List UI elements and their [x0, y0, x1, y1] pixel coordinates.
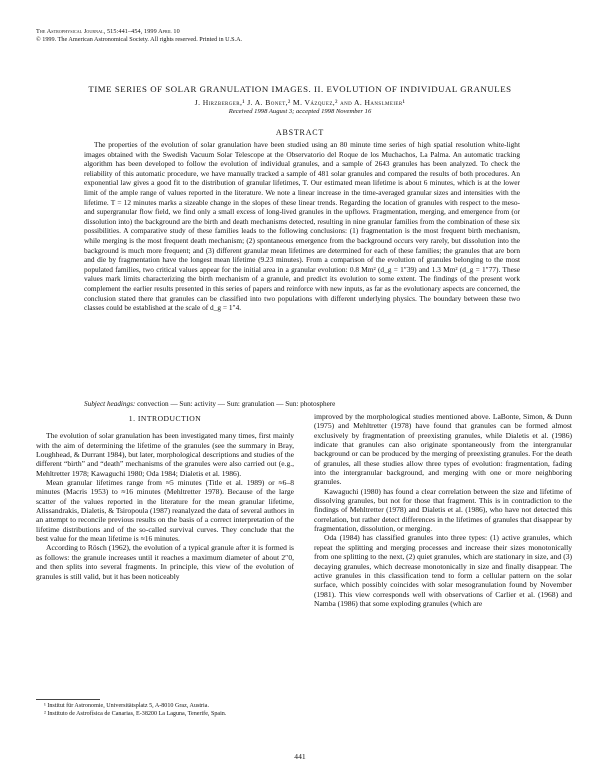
subject-headings-text: convection — Sun: activity — Sun: granulation — Sun: photosphere	[137, 400, 336, 408]
paragraph: Mean granular lifetimes range from ≈5 minutes (Title et al. 1989) or ≈6–8 minutes (Macris 1953) to ≈16 minutes (Mehltretter 1978). Because of the large scatter of the values reported in the literature for the mean granular lifetime, Alissandrakis, Dialetis, & Tsiropoula (1987) reanalyzed the data of several authors in an attempt to reconcile previous results on the basis of a correct interpretation of the lifetime distributions and of the so-called survival curves. They conclude that the best value for the mean lifetime is ≈16 minutes.	[36, 478, 294, 544]
footnote-1: ¹ Institut für Astronomie, Universitätsplatz 5, A-8010 Graz, Austria.	[44, 703, 209, 709]
journal-masthead	[36, 28, 242, 44]
subject-headings-label: Subject headings:	[84, 400, 136, 408]
footnote-divider	[36, 699, 100, 700]
journal-citation: The Astrophysical Journal, 515:441–454, 1999 April 10	[36, 28, 180, 35]
paragraph: improved by the morphological studies mentioned above. LaBonte, Simon, & Dunn (1975) and Mehltretter (1978) have found that granules can be formed almost exclusively by fragmentation of preexisting granules, while Dialetis et al. (1986) indicate that granules can also originate spontaneously from the intergranular background or can be produced by the merging of preexisting granules. For the death of granules, all these studies allow three types of evolution: fragmentation, fading into the intergranular background, and merging with one or more neighboring granules.	[314, 412, 572, 487]
paragraph: Oda (1984) has classified granules into three types: (1) active granules, which repeat the splitting and merging processes and increase their sizes monotonically from one splitting to the next, (2) quiet granules, which are stationary in size, and (3) decaying granules, which decrease monotonically in size and finally disappear. The active granules in this classification tend to form a cellular pattern on the solar surface, which possibly coincides with solar mesogranulation found by November (1981). This view corresponds well with observations of Carlier et al. (1968) and Namba (1986) that some exploding granules (which are	[314, 533, 572, 608]
section-heading-introduction: 1. INTRODUCTION	[128, 414, 202, 423]
page-number: 441	[294, 752, 306, 761]
left-column	[36, 414, 294, 581]
footnotes	[36, 703, 294, 719]
author-list: J. Hirzberger,¹ J. A. Bonet,² M. Vázquez,² and A. Hanslmeier¹	[194, 98, 406, 107]
paragraph: The evolution of solar granulation has been investigated many times, first mainly with the aim of determining the lifetime of the granules (see the summary in Bray, Loughhead, & Durrant 1984), but later, morphological descriptions and studies of the different “birth” and “death” mechanisms of the granules were also carried out (e.g., Mehltretter 1978; Kawaguchi 1980; Oda 1984; Dialetis et al. 1986).	[36, 431, 294, 478]
footnote-2: ² Instituto de Astrofísica de Canarias, E-38200 La Laguna, Tenerife, Spain.	[44, 710, 227, 717]
copyright-line: © 1999. The American Astronomical Society. All rights reserved. Printed in U.S.A.	[36, 36, 243, 43]
abstract-body: The properties of the evolution of solar granulation have been studied using an 80 minute time series of high spatial resolution white-light images obtained with the Swedish Vacuum Solar Telescope at the Observatorio del Roque de los Muchachos, La Palma. An automatic tracking algorithm has been developed to follow the evolution of individual granules, and a sample of 2643 granules has been analyzed. To check the reliability of this automatic procedure, we have manually tracked a sample of 481 solar granules and compared the results of both procedures. An exponential law gives a good fit to the distribution of granular lifetimes, T. Our estimated mean lifetime is about 6 minutes, which is at the lower limit of the ample range of values reported in the literature. We note a linear increase in the time-averaged granular sizes and intensities with the lifetime. T = 12 minutes marks a sizeable change in the slopes of these linear trends. Regarding the location of granules with respect to the meso- and supergranular flow field, we find only a small excess of long-lived granules in the upflows. Fragmentation, merging, and emergence from (or dissolution into) the background are the birth and death mechanisms detected, resulting in nine granular families from the combination of these six possibilities. A comparative study of these families leads to the following conclusions: (1) fragmentation is the most frequent birth mechanism, while merging is the most frequent death mechanism; (2) spontaneous emergence from the background occurs very rarely, but dissolution into the background is much more frequent; and (3) different granular mean lifetimes are determined for each of these families; the granules that are born and die by fragmentation have the longest mean lifetime (9.23 minutes). From a comparison of the evolution of granules belonging to the most populated families, two critical values appear for the initial area in a granular evolution: 0.8 Mm² (d_g = 1″39) and 1.3 Mm² (d_g = 1″77). These values mark limits characterizing the birth mechanism of a granule, and predict its evolution to some extent. The findings of the present work complement the earlier results presented in this series of papers and reinforce with new inputs, as far as the evolutionary aspects are concerned, the conclusion stated there that granules can be classified into two populations with different underlying physics. The boundary between these two classes could be established at the scale of d_g = 1″4.	[84, 140, 520, 313]
paragraph: According to Rösch (1962), the evolution of a typical granule after it is formed is as follows: the granule increases until it reaches a maximum diameter of about 2″0, and then splits into several fragments. In principle, this view of the evolution of granules is still valid, but it has been noticeably	[36, 543, 294, 581]
right-column	[314, 412, 572, 608]
received-dates: Received 1998 August 3; accepted 1998 November 16	[228, 108, 372, 115]
abstract-heading: ABSTRACT	[275, 128, 325, 137]
paragraph: Kawaguchi (1980) has found a clear correlation between the size and lifetime of dissolving granules, but not for those that fragment. This is in contradiction to the findings of Mehltretter (1978) and Dialetis et al. (1986), who have not detected this correlation, but rather detect differences in the lifetimes of granules that disappear by fragmentation, dissolution, or merging.	[314, 486, 572, 534]
subject-headings	[84, 400, 520, 410]
paper-title: TIME SERIES OF SOLAR GRANULATION IMAGES. II. EVOLUTION OF INDIVIDUAL GRANULES	[88, 84, 512, 94]
